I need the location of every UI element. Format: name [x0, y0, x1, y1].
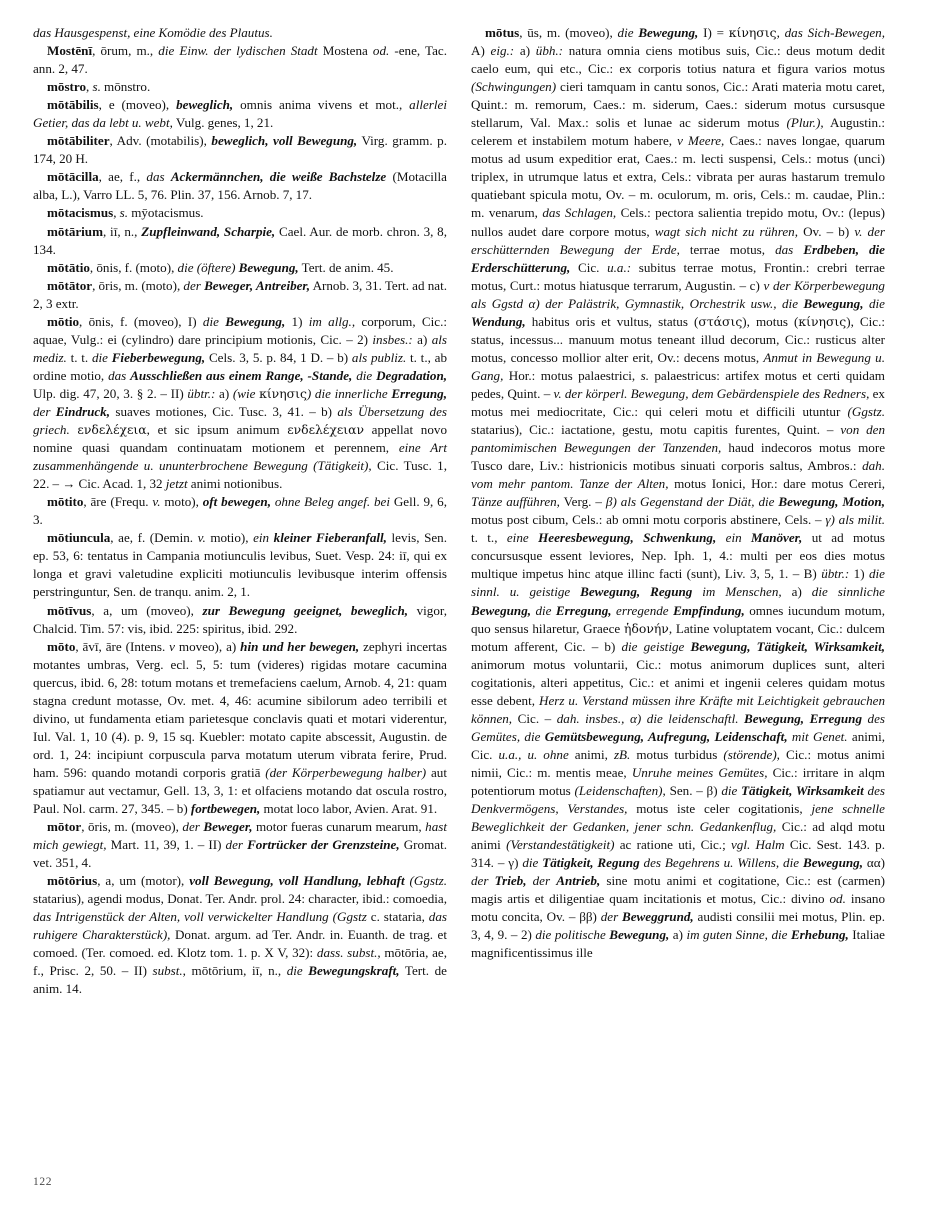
latin-citation: 1): [849, 566, 869, 582]
german-gloss: der: [526, 873, 557, 889]
latin-citation: I) =: [698, 25, 729, 40]
latin-citation: t. t.,: [471, 530, 507, 546]
latin-citation: subitus terrae motus, Frontin.: crebri terrae motus, Curt.: motus hiatusque terrarum, Augustin. – c): [471, 259, 885, 293]
dictionary-entry: [33, 638, 447, 818]
german-gloss-bold: Bewegung, Motion,: [778, 494, 885, 510]
german-gloss-bold: Bewegung,: [803, 295, 864, 311]
latin-citation: a): [781, 584, 812, 600]
german-gloss-bold: voll Bewegung, voll Handlung, lebhaft: [189, 873, 405, 889]
german-gloss-bold: Erhebung,: [790, 927, 849, 943]
dictionary-entry: [33, 78, 447, 96]
latin-citation: moveo), a): [174, 638, 241, 654]
german-gloss-bold: Bewegung,: [238, 259, 299, 275]
german-gloss-bold: Bewegung,: [638, 25, 699, 40]
latin-citation: Augustin.: celerem et instabilem motum habere,: [471, 115, 885, 149]
german-gloss-bold: Eindruck,: [55, 403, 111, 419]
latin-citation: ), motus (: [742, 313, 799, 329]
german-gloss-bold: Fieberbewegung,: [111, 349, 206, 365]
entry-headword: mōtor: [47, 819, 82, 835]
german-gloss: v. der erschütternden Bewegung der Erde,: [471, 223, 885, 257]
latin-citation: , et sic ipsum animum: [146, 422, 288, 438]
latin-citation: Arnob. 3, 31. Tert. ad nat. 2, 3 extr.: [33, 277, 447, 311]
german-gloss: allerlei Getier, das da lebt u. webt,: [33, 97, 447, 131]
german-gloss: , das Sich-Bewegen,: [776, 25, 886, 40]
german-gloss: hast mich gewiegt,: [33, 819, 447, 853]
german-gloss: β) als Gegenstand der Diät, die: [605, 494, 779, 510]
german-gloss-bold: Gemütsbewegung, Aufregung, Leidenschaft,: [544, 728, 788, 744]
german-gloss-bold: Heeresbewegung, Schwenkung,: [538, 530, 717, 546]
latin-citation: , ae, f. (Demin.: [110, 530, 198, 546]
german-gloss: die politische: [535, 927, 610, 943]
german-gloss: s.: [119, 205, 129, 221]
latin-citation: motat loco labor, Avien. Arat. 91.: [260, 801, 438, 817]
latin-citation: , ae, f.,: [98, 169, 147, 185]
german-gloss: eine Art zusammenhängende u. ununterbrochene Bewegung (Tätigkeit),: [33, 440, 447, 474]
german-gloss: des Denkvermögens, Verstandes,: [471, 782, 885, 817]
latin-citation: , ōnis, f. (moveo), I): [79, 313, 203, 329]
latin-citation: omnes iucundum motum, quo sensus hilaretur, Graece: [471, 602, 885, 636]
latin-citation: Italiae magnificentissimus ille: [471, 927, 885, 961]
german-gloss: der: [33, 403, 56, 419]
latin-citation: Cic. Sest. 143. p. 314. – γ): [471, 837, 885, 871]
german-gloss-bold: Erdbeben, die Erderschütterung,: [471, 241, 885, 275]
latin-citation: vigor, Chalcid. Tim. 57: vis, ibid. 225: spiritus, ibid. 292.: [33, 602, 448, 636]
german-gloss: der: [471, 873, 495, 889]
german-gloss: v.: [152, 494, 161, 510]
german-gloss: jene schnelle Beweglichkeit der Gedanken, jener schn. Gedankenflug,: [471, 801, 885, 835]
german-gloss: die: [721, 782, 742, 798]
german-gloss-bold: Erregung,: [391, 385, 447, 401]
latin-citation: Cic.: irritare in alqm potentiorum motus: [471, 764, 885, 798]
latin-citation: t. t.: [66, 349, 92, 365]
latin-citation: a): [669, 927, 687, 943]
latin-citation: 1): [285, 313, 309, 329]
latin-citation: Verg. –: [559, 494, 606, 510]
german-gloss: als Übersetzung des griech.: [33, 403, 447, 438]
latin-citation: , Latine voluptatem vocant, Cic.: dulcem motum afferent, Cic. – b): [471, 620, 885, 654]
german-gloss-bold: Trieb,: [494, 873, 527, 889]
german-gloss: v. der körperl. Bewegung, dem Gebärdenspiele des Redners,: [553, 385, 870, 401]
german-gloss: wagt sich nicht zu rühren,: [654, 223, 798, 239]
german-gloss: u.a.:: [607, 259, 632, 275]
latin-citation: -ene, Tac. ann. 2, 47.: [33, 43, 447, 77]
latin-citation: ,: [113, 205, 120, 221]
latin-citation: animorum motus voluntarii, Cic.: motus animorum duplices sunt, alteri cogitationis, alteri appetitus, Cic.: et animi et ingenii celeres quidam motus esse debent,: [471, 656, 885, 708]
dictionary-entry: [33, 132, 447, 168]
german-gloss: (Schwingungen): [471, 79, 557, 95]
entry-headword: mōtābilis: [47, 97, 99, 113]
latin-citation: Cic.: ad alqd motu animi: [471, 819, 885, 853]
german-gloss-bold: Bewegung,: [609, 927, 670, 943]
german-gloss: das ruhigere Charakterstück),: [33, 909, 447, 943]
german-gloss: im guten Sinne, die: [686, 927, 791, 943]
german-gloss: die: [91, 349, 112, 365]
dictionary-entry: [33, 42, 447, 78]
german-gloss: im allg.,: [308, 313, 356, 329]
german-gloss: (wie: [232, 385, 260, 401]
german-gloss: v.: [197, 530, 206, 546]
latin-citation: suaves motiones, Cic. Tusc. 3, 41. – b): [110, 403, 338, 419]
left-column: [33, 24, 447, 999]
german-gloss-bold: Bewegung,: [802, 855, 863, 871]
latin-citation: omnis anima vivens et mot.,: [233, 97, 410, 113]
latin-citation: sine motu animi et cogitatione, Cic.: est (carmen) magis artis et diligentiae quam incitationis et motus, Cic.: divino: [471, 873, 885, 907]
entry-headword: mōstro: [47, 79, 87, 95]
german-gloss: od.: [372, 43, 390, 59]
german-gloss: ohne Beleg angef. bei: [270, 494, 390, 510]
latin-citation: , āre (Frequ.: [83, 494, 153, 510]
latin-citation: , ōnis, f. (moto),: [89, 259, 178, 275]
latin-citation: Virg. gramm. p. 174, 20 H.: [33, 133, 447, 167]
entry-headword: mōtārium: [47, 223, 104, 239]
entry-headword: mōtiuncula: [47, 530, 111, 546]
german-gloss: die: [352, 367, 377, 383]
german-gloss: als publiz.: [351, 349, 407, 365]
german-gloss: das Schlagen,: [542, 205, 617, 221]
greek-term: ενδελέχειαν: [287, 422, 365, 438]
german-gloss-bold: Tätigkeit, Regung: [542, 855, 640, 871]
german-gloss: Anmut in Bewegung u. Gang,: [471, 349, 885, 383]
german-gloss: die: [522, 855, 543, 871]
latin-citation: ), Cic.: status, incessus... manuum motus teneant illud decorum, Cic.: rusticus alter motus, concesso mollior alter erit, Ov.: decens motus,: [471, 313, 885, 365]
latin-citation: Mart. 11, 39, 1. – II): [106, 837, 226, 853]
german-gloss: Herz u. Verstand müssen ihre Kräfte mit Leichtigkeit gebrauchen können,: [471, 692, 885, 726]
latin-citation: αα): [863, 855, 885, 871]
german-gloss: des Gemütes, die: [471, 710, 885, 744]
latin-citation: mōnstro.: [100, 79, 151, 95]
german-gloss: Tänze aufführen,: [471, 494, 560, 510]
german-gloss: eine: [506, 530, 539, 546]
german-gloss-bold: Beweger,: [203, 819, 253, 835]
german-gloss-bold: Ackermännchen, die weiße Bachstelze: [170, 169, 387, 185]
latin-citation: , Adv. (motabilis),: [109, 133, 212, 149]
latin-citation: c. stataria,: [366, 909, 429, 925]
latin-citation: a): [215, 385, 233, 401]
german-gloss: der: [225, 837, 248, 853]
latin-citation: ,: [86, 79, 93, 95]
dictionary-entry: [33, 818, 447, 872]
latin-citation: Gromat. vet. 351, 4.: [33, 837, 447, 871]
entry-headword: mōtātor: [47, 277, 93, 293]
latin-citation: mȳotacismus.: [128, 205, 204, 221]
latin-citation: audisti consilii mei motus, Plin. ep. 3, 4, 9. – 2): [471, 909, 885, 943]
german-gloss: der: [182, 819, 204, 835]
latin-citation: statarius), Cic.: iactatione, gestu, motu capitis furentes, Quint. –: [471, 422, 841, 438]
entry-headword: mōtio: [47, 313, 79, 329]
german-gloss: übtr.:: [821, 566, 850, 582]
latin-citation: Mostena: [322, 43, 373, 59]
latin-citation: terrae motus,: [679, 241, 776, 257]
dictionary-entry: [33, 259, 447, 277]
dictionary-entry: [33, 168, 447, 204]
german-gloss: übh.:: [535, 43, 564, 59]
latin-citation: Donat. argum. ad Ter. Andr. in. Euanth. de trag. et comoed. (Ter. comoed. ed. Klotz tom. 1. p. X V, 32):: [33, 927, 447, 961]
latin-citation: mōtōrium, iī, n.,: [185, 963, 287, 979]
german-gloss: der: [600, 909, 623, 925]
german-gloss: (Verstandestätigkeit): [506, 837, 615, 853]
german-gloss: (Ggstz.: [847, 403, 885, 419]
dictionary-entry: [33, 313, 447, 493]
german-gloss: v Meere,: [677, 133, 725, 149]
german-gloss: (der Körperbewegung halber): [265, 764, 427, 780]
german-gloss: zB.: [613, 746, 631, 762]
german-gloss: dah. insbes.,: [556, 710, 625, 726]
latin-citation: Sen. – β): [665, 782, 722, 798]
entry-headword: mōtātio: [47, 259, 90, 275]
entry-headword: mōto: [47, 638, 76, 654]
entry-headword: mōtus: [485, 25, 520, 40]
german-gloss: die: [531, 602, 556, 618]
entry-headword: Mostēnī: [47, 43, 93, 59]
greek-term: στάσις: [698, 313, 743, 329]
latin-citation: t. t., ab ordine motio,: [33, 349, 447, 383]
german-gloss: dass. subst.,: [316, 945, 381, 961]
right-column: [471, 24, 885, 962]
german-gloss: im Menschen,: [692, 584, 782, 600]
latin-citation: , a, um (moveo),: [91, 602, 203, 618]
latin-citation: levis, Sen. ep. 53, 6: tentatus in Campania motiunculis levibus, Suet. Vesp. 24: iī, qui ex longa et gravi valetudine expliciti motiunculis levibusque interim offensis perstringuntur, Sen. de tranqu. anim. 2, 1.: [33, 530, 447, 600]
latin-citation: Cic. –: [512, 710, 557, 726]
german-gloss-bold: Bewegung,: [471, 602, 532, 618]
german-gloss: mit Genet.: [787, 728, 848, 744]
latin-citation: motor fueras cunarum mearum,: [252, 819, 426, 835]
german-gloss: das: [108, 367, 131, 383]
german-gloss: jetzt: [165, 476, 188, 492]
german-gloss-bold: hin und her bewegen,: [240, 638, 360, 654]
german-gloss-bold: Beweggrund,: [622, 909, 694, 925]
latin-citation: palaestricus: artifex motus et certi quidam pedes, Quint. –: [471, 367, 885, 401]
german-gloss: ein: [716, 530, 752, 546]
german-gloss-bold: Empfindung,: [673, 602, 745, 618]
latin-citation: insano motu concita, Ov. – ββ): [471, 891, 885, 925]
german-gloss: v der Körperbewegung als Ggstd: [471, 277, 885, 311]
latin-citation: Caes.: naves longae, quarum motus ad usum expeditior erat, Caes.: m. lecti suspensi, Cels.: motus (unci) triplex, in utrumque latus et extra, Cels.: vibrata per auras hastarum tremulo quatiebant spicula motu, Ov. – m. oculorum, m. oris, Cels.: m. caudae, Plin.: m. venarum,: [471, 133, 886, 221]
german-gloss: die: [617, 25, 639, 40]
german-gloss-bold: Bewegung, Regung: [580, 584, 693, 600]
german-gloss: die Einw. der lydischen Stadt: [158, 43, 323, 59]
latin-citation: ac ratione uti, Cic.;: [614, 837, 731, 853]
latin-citation: Ov. – b): [797, 223, 855, 239]
latin-citation: , ōris, m. (moveo),: [81, 819, 183, 835]
german-gloss: die sinnl. u. geistige: [471, 566, 885, 600]
german-gloss: die (öftere): [177, 259, 239, 275]
dictionary-entry: [33, 24, 447, 42]
german-gloss: das Intrigenstück der Alten, voll verwickelter Handlung (Ggstz: [33, 909, 367, 925]
german-gloss-bold: fortbewegen,: [190, 801, 261, 817]
latin-citation: haud indecoros motus more Tusco dare, Liv.: histrionicis motibus sinuati corporis saltus, Ambros.:: [471, 440, 886, 474]
german-gloss: übtr.:: [187, 385, 216, 401]
german-gloss: dah. vom mehr pantom. Tanze der Alten,: [471, 458, 885, 492]
german-gloss: od.: [829, 891, 846, 907]
latin-citation: motus iste celer cogitationis,: [627, 801, 812, 817]
german-gloss-bold: Bewegungskraft,: [308, 963, 400, 979]
dictionary-entry: [33, 493, 447, 529]
dictionary-entry: [33, 529, 447, 601]
latin-citation: Cic.: motus animi nimii, Cic.: m. mentis meae,: [471, 746, 885, 780]
entry-headword: mōtābiliter: [47, 133, 110, 149]
latin-citation: a): [514, 43, 536, 59]
latin-citation: animi, Cic.: [471, 728, 885, 762]
latin-citation: Ulp. dig. 47, 20, 3. § 2. – II): [33, 385, 188, 401]
greek-term: κίνησις: [728, 25, 777, 40]
latin-citation: habitus oris et vultus, status (: [525, 313, 699, 329]
german-gloss: eig.:: [490, 43, 515, 59]
latin-citation: Cic.: [570, 259, 608, 275]
german-gloss-bold: Beweger, Antreiber,: [204, 277, 311, 293]
latin-citation: moto),: [160, 494, 203, 510]
german-gloss: u.a., u. ohne: [498, 746, 569, 762]
german-gloss: insbes.:: [372, 331, 413, 347]
latin-citation: , a, um (motor),: [97, 873, 190, 889]
german-gloss-bold: Bewegung, Tätigkeit, Wirksamkeit,: [690, 638, 885, 654]
german-gloss: die sinnliche: [811, 584, 885, 600]
latin-citation: ex motus mei mediocritate, Cic.: qui celeri motu et difficili utuntur: [471, 385, 885, 419]
page-number: 122: [33, 1176, 53, 1188]
dictionary-entry: [33, 96, 447, 132]
german-gloss: (Ggstz.: [404, 873, 448, 889]
dictionary-entry: [33, 223, 447, 259]
entry-headword: mōtācilla: [47, 169, 99, 185]
german-gloss: das: [775, 241, 804, 257]
latin-citation: animi,: [568, 746, 614, 762]
latin-citation: , ōrum, m.,: [92, 43, 159, 59]
german-gloss: s.: [92, 79, 101, 95]
german-gloss-bold: Bewegung, Erregung: [744, 710, 862, 726]
latin-citation: A): [471, 43, 491, 59]
latin-citation: aut spatiamur aut vectamur, Gell. 13, 3, 1: et olfaciens motando dat oscula rostro, Paul. Nol. carm. 27, 345. – b): [33, 764, 447, 817]
latin-citation: Cels. 3, 5. p. 84, 1 D. – b): [205, 349, 352, 365]
greek-term: ενδελέχεια: [77, 422, 147, 438]
german-gloss: die geistige: [621, 638, 691, 654]
german-gloss: v: [169, 638, 175, 654]
german-gloss-bold: zur Bewegung geeignet, beweglich,: [202, 602, 409, 618]
dictionary-entry: [33, 277, 447, 313]
german-gloss-bold: beweglich, voll Bewegung,: [211, 133, 358, 149]
latin-citation: appellat novo nomine quasi quandam continuatam motionem et perennem,: [33, 422, 447, 456]
german-gloss: (störende),: [723, 746, 780, 762]
greek-term: κίνησις: [259, 385, 307, 401]
latin-citation: Hor.: motus palaestrici,: [503, 367, 641, 383]
german-gloss-bold: Manöver,: [751, 530, 803, 546]
german-gloss-bold: Antrieb,: [556, 873, 601, 889]
german-gloss: subst.,: [152, 963, 186, 979]
german-gloss: ein: [253, 530, 274, 546]
german-gloss: s.: [640, 367, 649, 383]
latin-citation: Cael. Aur. de morb. chron. 3, 8, 134.: [33, 223, 448, 257]
latin-citation: natura omnia ciens motibus suis, Cic.: deus motum dedit caelo eum, qui etc., Cic.: ex corporis totius natura et figura varios motus: [471, 43, 885, 77]
dictionary-entry: [471, 24, 885, 962]
german-gloss: α) der Palästrik, Gymnastik, Orchestrik usw., die: [528, 295, 804, 311]
german-gloss: der: [183, 277, 205, 293]
latin-citation: motus turbidus: [630, 746, 724, 762]
german-gloss-bold: Zupfleinwand, Scharpie,: [141, 223, 276, 239]
german-gloss: (Leidenschaften),: [574, 782, 666, 798]
german-gloss: vgl. Halm: [730, 837, 785, 853]
latin-citation: motus post cibum, Cels.: ab omni motu corporis abstinere, Cels. –: [471, 512, 826, 528]
latin-citation: , ūs, m. (moveo),: [519, 25, 618, 40]
latin-citation: Cels.: pectora salientia trepido motu, Ov.: (lepus) nullos audet dare corpore motus,: [471, 205, 885, 239]
german-gloss-bold: Wendung,: [471, 313, 526, 329]
dictionary-entry: [33, 204, 447, 222]
german-gloss: von den pantomimischen Bewegungen der Tanzenden,: [471, 422, 886, 456]
german-gloss: α) die leidenschaftl.: [630, 710, 745, 726]
german-gloss-bold: Bewegung,: [225, 313, 286, 329]
latin-citation: (Motacilla alba, L.), Varro LL. 5, 76. Plin. 37, 156. Arnob. 7, 17.: [33, 169, 447, 203]
latin-citation: Vulg. genes, 1, 21.: [172, 115, 274, 131]
latin-citation: , iī, n.,: [103, 223, 142, 239]
german-gloss: die: [863, 295, 885, 311]
german-gloss: die: [286, 963, 309, 979]
german-gloss: γ) als milit.: [825, 512, 886, 528]
german-gloss-bold: Degradation,: [376, 367, 448, 383]
latin-citation: zephyri incertas motantes umbras, Verg. ecl. 5, 5: tum (videres) rigidas motare cacumina quercus, ibid. 6, 28: totum motans et tremefaciens caelum, Arnob. 4, 21: quam stagna credunt motasse, Ov. met. 4, 46: acumine sibilorum adeo terribili et divino, ut fundamenta etiam parietesque conclavis quati et motari viderentur, Iul. Val. 1, 10 (4). p. 9, 15 sq. Kuebler: motato capite abscessit, Augustin. de ord. 1, 24: incipiunt corpuscula parva motatum uterum vibrata ferire, Prud. ham. 596: quando motandi corporis gratiā: [33, 638, 447, 780]
latin-citation: Tert. de anim. 14.: [33, 963, 447, 997]
german-gloss: die: [202, 313, 226, 329]
entry-headword: mōtito: [47, 494, 84, 510]
latin-citation: , e (moveo),: [98, 97, 177, 113]
latin-citation: , āvī, āre (Intens.: [75, 638, 170, 654]
greek-term: ἡδονήν: [623, 620, 669, 636]
german-gloss: als mediz.: [33, 331, 447, 365]
latin-citation: Gell. 9, 6, 3.: [33, 494, 447, 528]
german-gloss-bold: Tätigkeit, Wirksamkeit: [741, 782, 864, 798]
entry-headword: mōtōrius: [47, 873, 98, 889]
latin-citation: mōtōria, ae, f., Prisc. 2, 50. – II): [33, 945, 447, 979]
german-gloss-bold: Ausschließen aus einem Range, -Stande,: [130, 367, 353, 383]
german-gloss: Unruhe meines Gemütes,: [631, 764, 768, 780]
greek-term: κίνησις: [798, 313, 847, 329]
latin-citation: animi notionibus.: [187, 476, 283, 492]
latin-citation: motus Ionici, Hor.: dare motus Cereri,: [668, 476, 885, 492]
german-gloss-bold: Erregung,: [555, 602, 612, 618]
german-gloss: das Hausgespenst, eine Komödie des Plautus.: [33, 25, 273, 40]
latin-citation: corporum, Cic.: aquae, Vulg.: ei (cylindro) dare principium motionis, Cic. – 2): [33, 313, 447, 347]
latin-citation: cieri tamquam in cantu sonos, Cic.: Arati materia motu caret, Quint.: m. remorum, Caes.: m. siderum, Caes.: siderum motus cursusque stellarum, Val. Max.: solis et lunae ac siderum motus: [471, 79, 885, 131]
latin-citation: statarius), agendi modus, Donat. Ter. Andr. prol. 24: character, ibid.: comoedia,: [33, 891, 447, 907]
dictionary-entry: [33, 602, 447, 638]
entry-headword: mōtīvus: [47, 602, 92, 618]
latin-citation: Tert. de anim. 45.: [298, 259, 394, 275]
german-gloss-bold: oft bewegen,: [202, 494, 271, 510]
latin-citation: a): [412, 331, 432, 347]
latin-citation: , ōris, m. (moto),: [92, 277, 184, 293]
dictionary-entry: [33, 872, 447, 998]
german-gloss: ) die innerliche: [306, 385, 392, 401]
german-gloss-bold: kleiner Fieberanfall,: [273, 530, 387, 546]
german-gloss-bold: beweglich,: [176, 97, 234, 113]
two-column-body: [33, 24, 902, 1159]
german-gloss: des Begehrens u. Willens, die: [639, 855, 803, 871]
latin-citation: Cic. Tusc. 1, 22. – → Cic. Acad. 1, 32: [33, 458, 448, 492]
german-gloss: das: [146, 169, 171, 185]
german-gloss: erregende: [611, 602, 674, 618]
german-gloss: (Plur.),: [786, 115, 824, 131]
latin-citation: ut ad motus concursusque essent leviores, Nep. Iph. 1, 4.: multi per eos dies motus multique impetus hinc atque illinc facti (sunt), Liv. 3, 5, 1. – B): [471, 530, 886, 582]
entry-headword: mōtacismus: [47, 205, 114, 221]
latin-citation: motio),: [205, 530, 254, 546]
german-gloss-bold: Fortrücker der Grenzsteine,: [247, 837, 400, 853]
